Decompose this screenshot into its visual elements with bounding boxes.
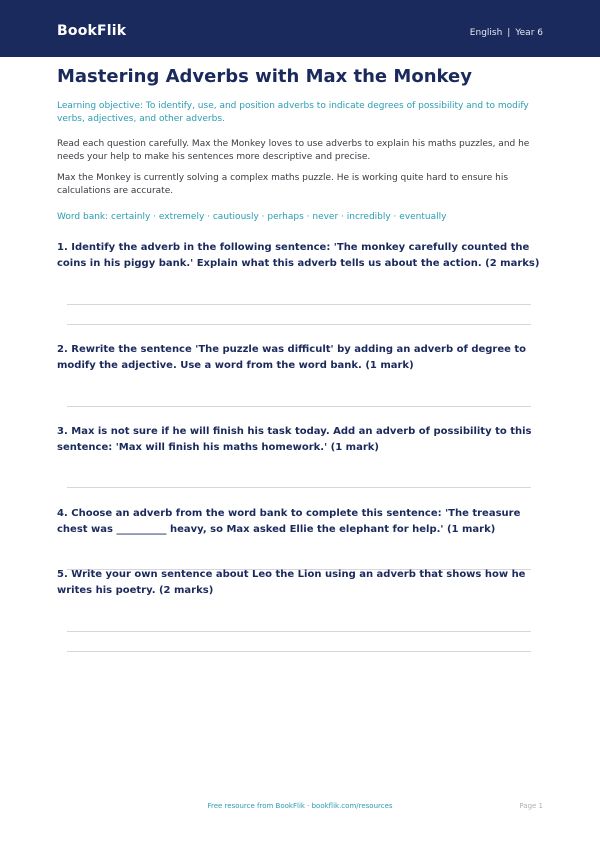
page-number: Page 1 (519, 802, 543, 810)
word-bank: Word bank: certainly · extremely · cautiously · perhaps · never · incredibly · eventually (57, 212, 447, 222)
subject-label: English (469, 28, 503, 38)
meta-separator: | (507, 28, 511, 38)
question-5: 5. Write your own sentence about Leo the Lion using an adverb that shows how he writes his poetry. (2 marks) (57, 569, 526, 596)
page-title: Mastering Adverbs with Max the Monkey (57, 66, 472, 87)
question-4: 4. Choose an adverb from the word bank to complete this sentence: 'The treasure chest was __________ heavy, so Max asked Ellie the elephant for help.' (1 mark) (57, 508, 521, 535)
question-1: 1. Identify the adverb in the following sentence: 'The monkey carefully counted the coins in his piggy bank.' Explain what this adverb tells us about the action. (2 marks) (57, 242, 540, 269)
intro-paragraph-2: Max the Monkey is currently solving a complex maths puzzle. He is working quite hard to ensure his calculations are accurate. (57, 173, 509, 196)
question-2: 2. Rewrite the sentence 'The puzzle was difficult' by adding an adverb of degree to modify the adjective. Use a word from the word bank. (1 mark) (57, 344, 527, 371)
intro-paragraph-1: Read each question carefully. Max the Monkey loves to use adverbs to explain his maths puzzles, and he needs your help to make his sentences more descriptive and precise. (57, 139, 530, 162)
answer-line[interactable] (67, 406, 531, 407)
subject-year (470, 28, 543, 38)
answer-line[interactable] (67, 651, 531, 652)
question-3: 3. Max is not sure if he will finish his task today. Add an adverb of possibility to this sentence: 'Max will finish his maths homework.' (1 mark) (57, 426, 532, 453)
answer-line[interactable] (67, 631, 531, 632)
answer-line[interactable] (67, 304, 531, 305)
year-label: Year 6 (515, 28, 543, 38)
footer-credit[interactable]: Free resource from BookFlik · bookflik.com/resources (207, 802, 393, 810)
learning-objective: Learning objective: To identify, use, and position adverbs to indicate degrees of possibility and to modify verbs, adjectives, and other adverbs. (57, 101, 529, 124)
answer-line[interactable] (67, 324, 531, 325)
brand-logo: BookFlik (57, 23, 127, 39)
answer-line[interactable] (67, 487, 531, 488)
page-header (0, 0, 600, 57)
